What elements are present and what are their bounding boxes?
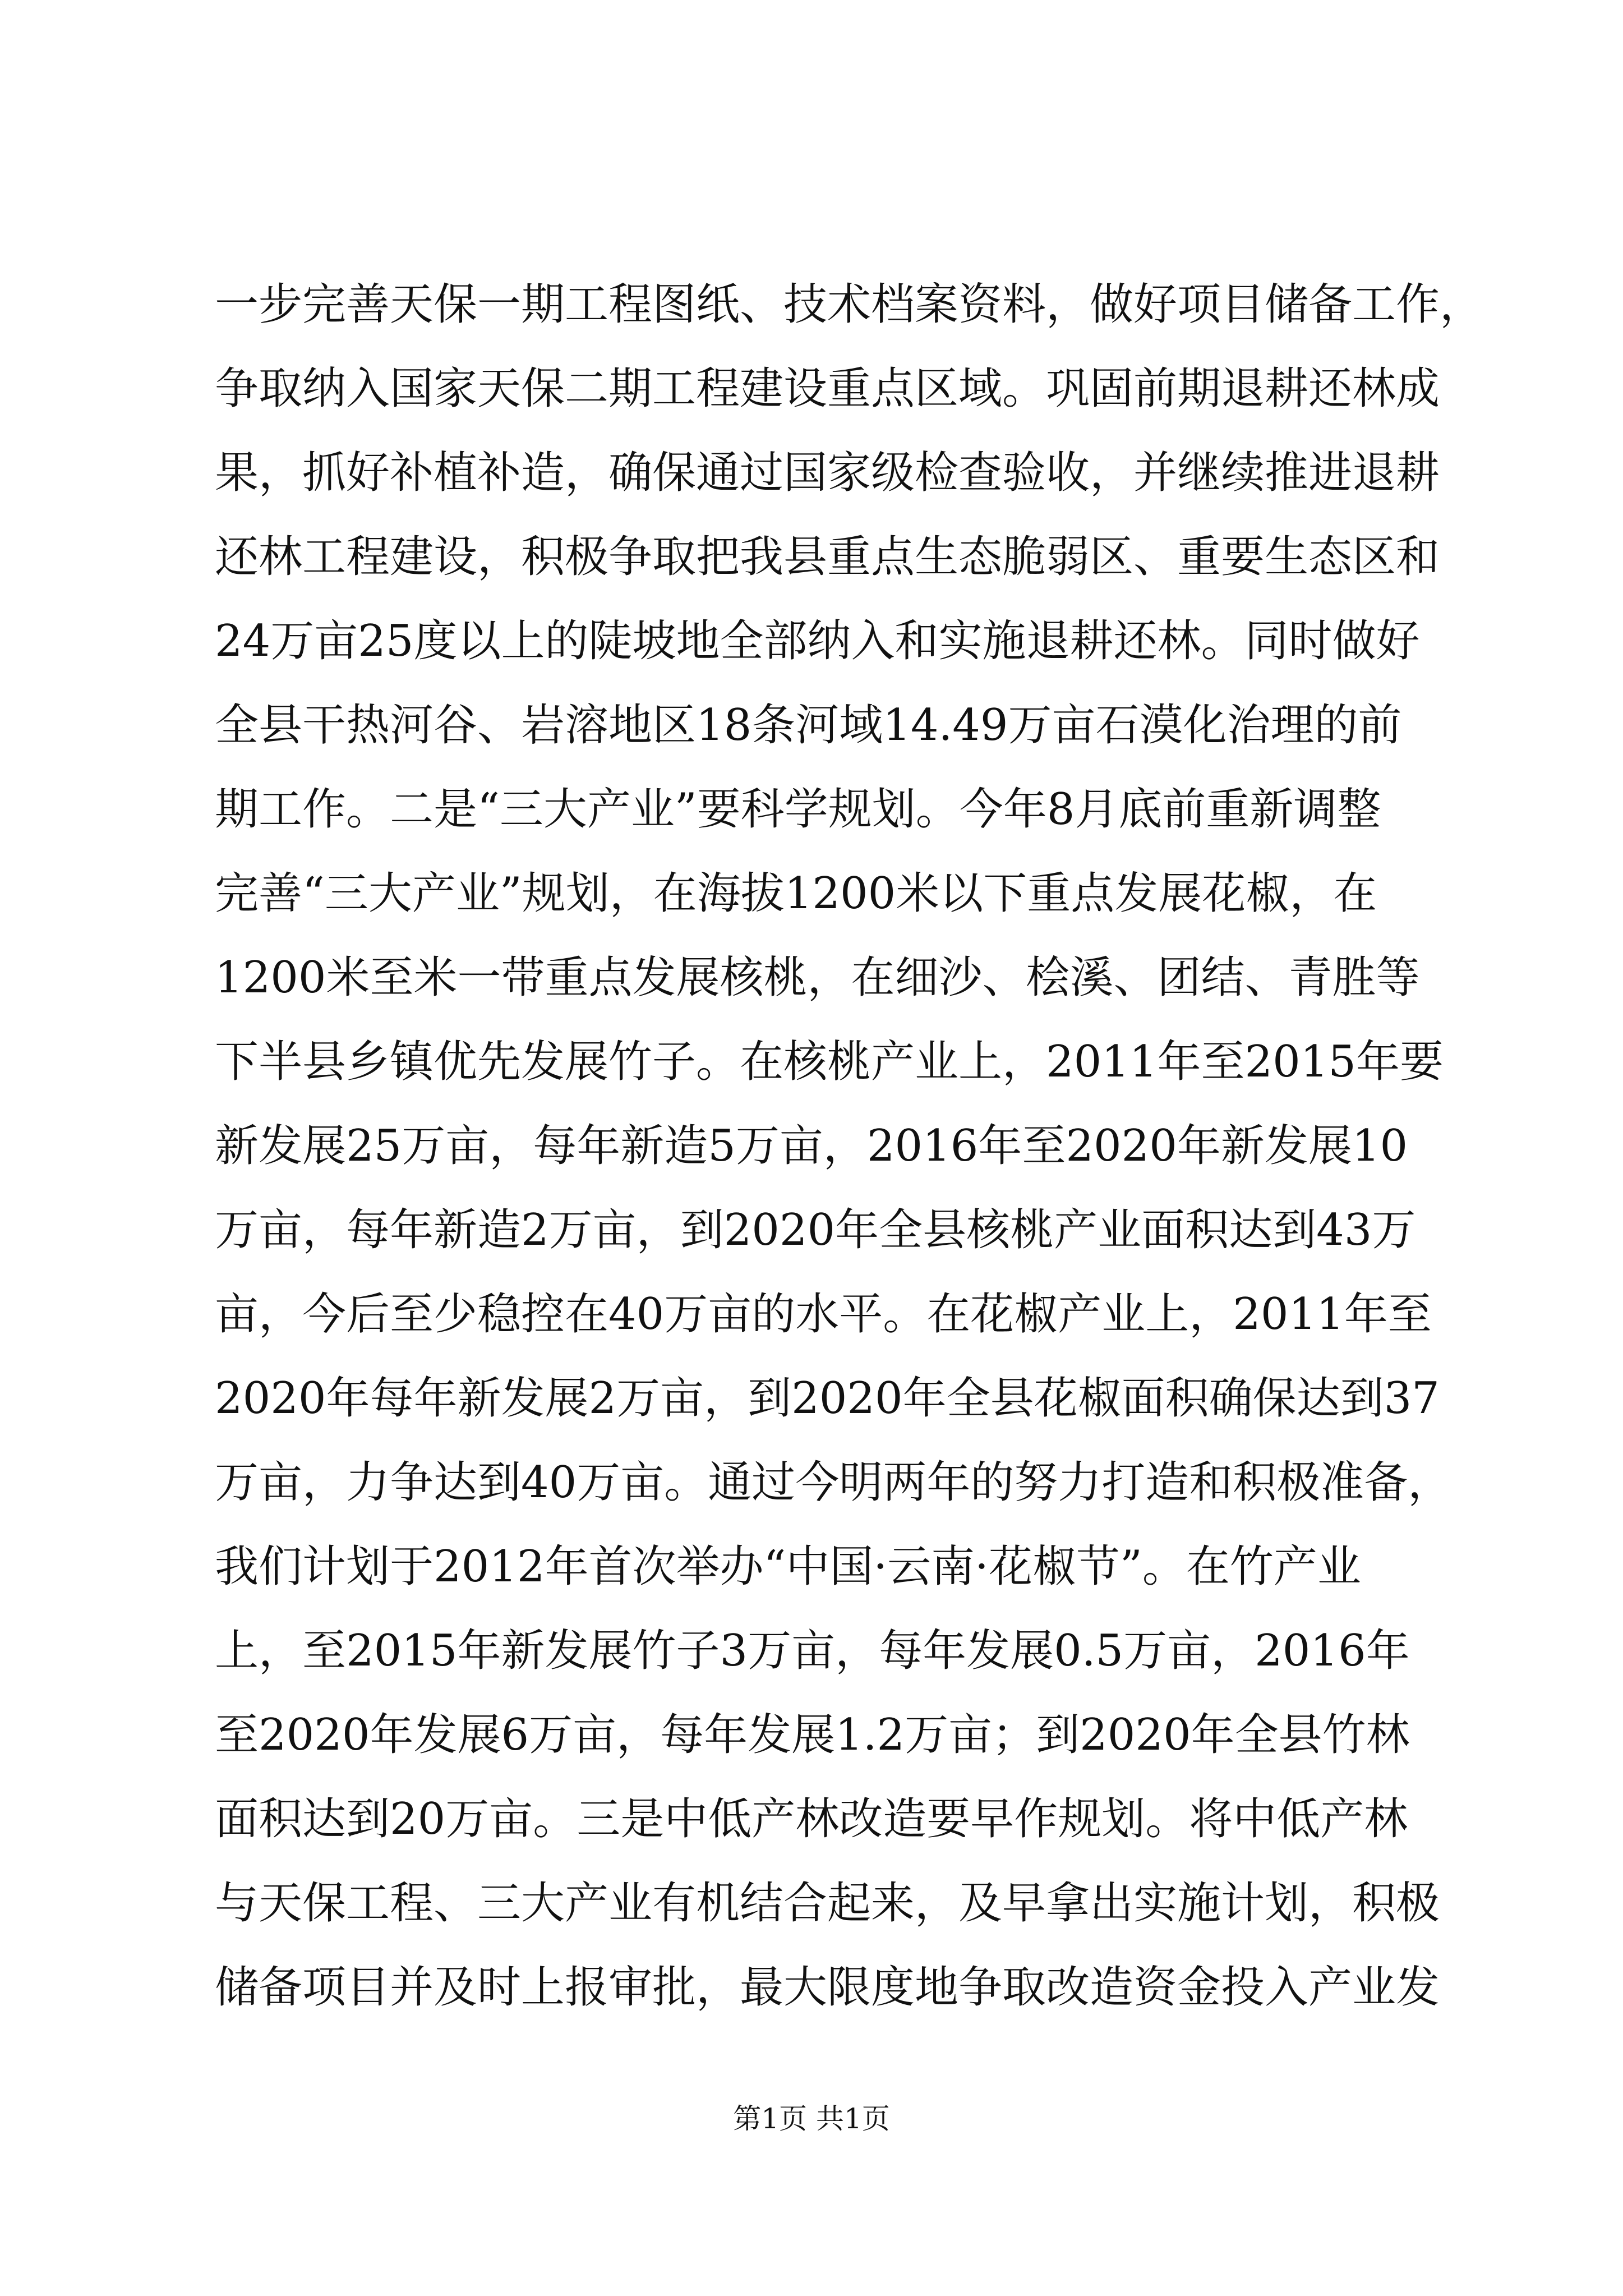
text-line: 至2020年发展6万亩，每年发展1.2万亩；到2020年全县竹林: [215, 1710, 1410, 1760]
text-line: 一步完善天保一期工程图纸、技术档案资料，做好项目储备工作，: [215, 279, 1484, 330]
text-line: 1200米至米一带重点发展核桃，在细沙、桧溪、团结、青胜等: [215, 953, 1420, 1003]
text-line: 2020年每年新发展2万亩，到2020年全县花椒面积确保达到37: [215, 1373, 1440, 1424]
text-line: 24万亩25度以上的陡坡地全部纳入和实施退耕还林。同时做好: [215, 616, 1420, 666]
text-line: 万亩，每年新造2万亩，到2020年全县核桃产业面积达到43万: [215, 1205, 1416, 1255]
text-line: 万亩，力争达到40万亩。通过今明两年的努力打造和积极准备，: [215, 1457, 1452, 1508]
text-line: 我们计划于2012年首次举办“中国·云南·花椒节”。在竹产业: [215, 1542, 1361, 1592]
page-number-label: 第1页 共1页: [733, 2102, 890, 2135]
page-footer: [0, 2099, 1623, 2138]
text-line: 亩，今后至少稳控在40万亩的水平。在花椒产业上，2011年至: [215, 1289, 1432, 1340]
text-line: 与天保工程、三大产业有机结合起来，及早拿出实施计划，积极: [215, 1878, 1440, 1929]
text-line: 完善“三大产业”规划，在海拔1200米以下重点发展花椒，在: [215, 868, 1377, 919]
text-line: 果，抓好补植补造，确保通过国家级检查验收，并继续推进退耕: [215, 448, 1440, 498]
text-line: 全县干热河谷、岩溶地区18条河域14.49万亩石漠化治理的前: [215, 700, 1402, 751]
text-line: 面积达到20万亩。三是中低产林改造要早作规划。将中低产林: [215, 1794, 1408, 1844]
text-line: 期工作。二是“三大产业”要科学规划。今年8月底前重新调整: [215, 784, 1381, 835]
text-line: 争取纳入国家天保二期工程建设重点区域。巩固前期退耕还林成: [215, 364, 1440, 414]
text-line: 储备项目并及时上报审批，最大限度地争取改造资金投入产业发: [215, 1962, 1440, 2013]
body-text: [215, 263, 1484, 2030]
text-line: 上，至2015年新发展竹子3万亩，每年发展0.5万亩，2016年: [215, 1626, 1410, 1676]
text-line: 下半县乡镇优先发展竹子。在核桃产业上，2011年至2015年要: [215, 1037, 1444, 1087]
text-line: 新发展25万亩，每年新造5万亩，2016年至2020年新发展10: [215, 1121, 1408, 1171]
text-line: 还林工程建设，积极争取把我县重点生态脆弱区、重要生态区和: [215, 532, 1440, 582]
